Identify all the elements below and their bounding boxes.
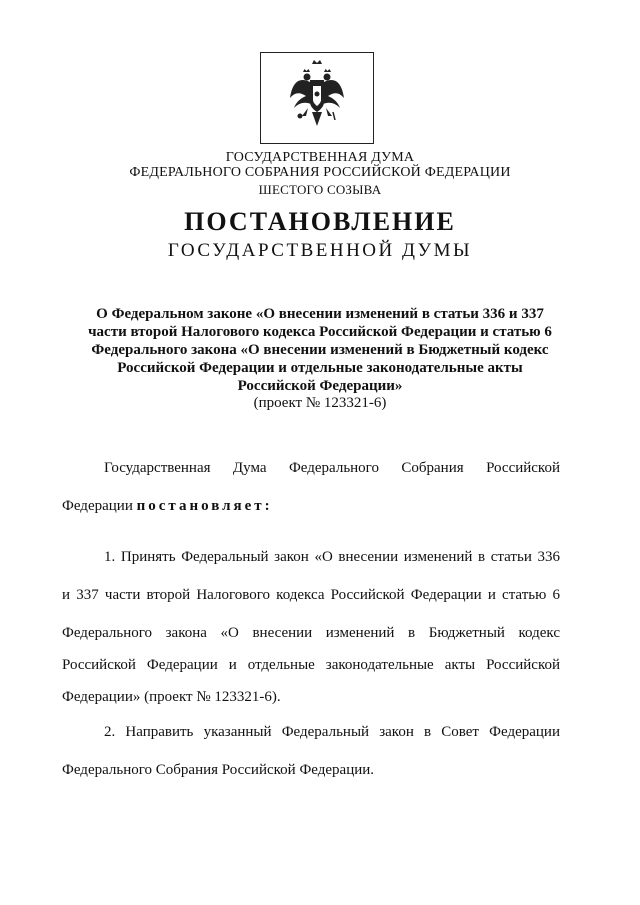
header-duma: ГОСУДАРСТВЕННАЯ ДУМА	[225, 150, 415, 165]
preamble-line: Государственная Дума Федерального Собрания Российской	[104, 460, 560, 476]
preamble-resolves: постановляет:	[136, 498, 273, 514]
subject-block	[50, 305, 590, 395]
subject-line: Российской Федерации»	[237, 378, 403, 394]
item2-line: 2. Направить указанный Федеральный закон в Совет Федерации	[104, 724, 560, 740]
item1-line: Федерации» (проект № 123321-6).	[62, 689, 281, 705]
item1-line: и 337 части второй Налогового кодекса Российской Федерации и статью 6	[62, 587, 560, 603]
header-federal-assembly: ФЕДЕРАЛЬНОГО СОБРАНИЯ РОССИЙСКОЙ ФЕДЕРАЦИИ	[129, 165, 511, 180]
coat-of-arms-emblem	[260, 52, 374, 144]
item1-line: Федерального закона «О внесении изменений в Бюджетный кодекс	[62, 625, 560, 641]
subject-line: части второй Налогового кодекса Российской Федерации и статью 6	[88, 324, 552, 340]
document-title: ПОСТАНОВЛЕНИЕ	[184, 207, 456, 236]
document-subtitle: ГОСУДАРСТВЕННОЙ ДУМЫ	[167, 240, 473, 261]
preamble-line	[62, 498, 560, 515]
double-headed-eagle-icon	[286, 58, 348, 138]
subject-line: Российской Федерации и отдельные законодательные акты	[117, 360, 523, 376]
preamble-federation: Федерации	[62, 498, 133, 514]
subject-line: Федерального закона «О внесении изменений в Бюджетный кодекс	[91, 342, 549, 358]
item1-line: Российской Федерации и отдельные законодательные акты Российской	[62, 657, 560, 673]
project-number: (проект № 123321-6)	[253, 395, 387, 411]
subject-line: О Федеральном законе «О внесении изменений в статьи 336 и 337	[96, 306, 544, 322]
item1-line: 1. Принять Федеральный закон «О внесении изменений в статьи 336	[104, 549, 560, 565]
item2-line: Федерального Собрания Российской Федерации.	[62, 762, 375, 778]
header-convocation: ШЕСТОГО СОЗЫВА	[258, 182, 382, 197]
